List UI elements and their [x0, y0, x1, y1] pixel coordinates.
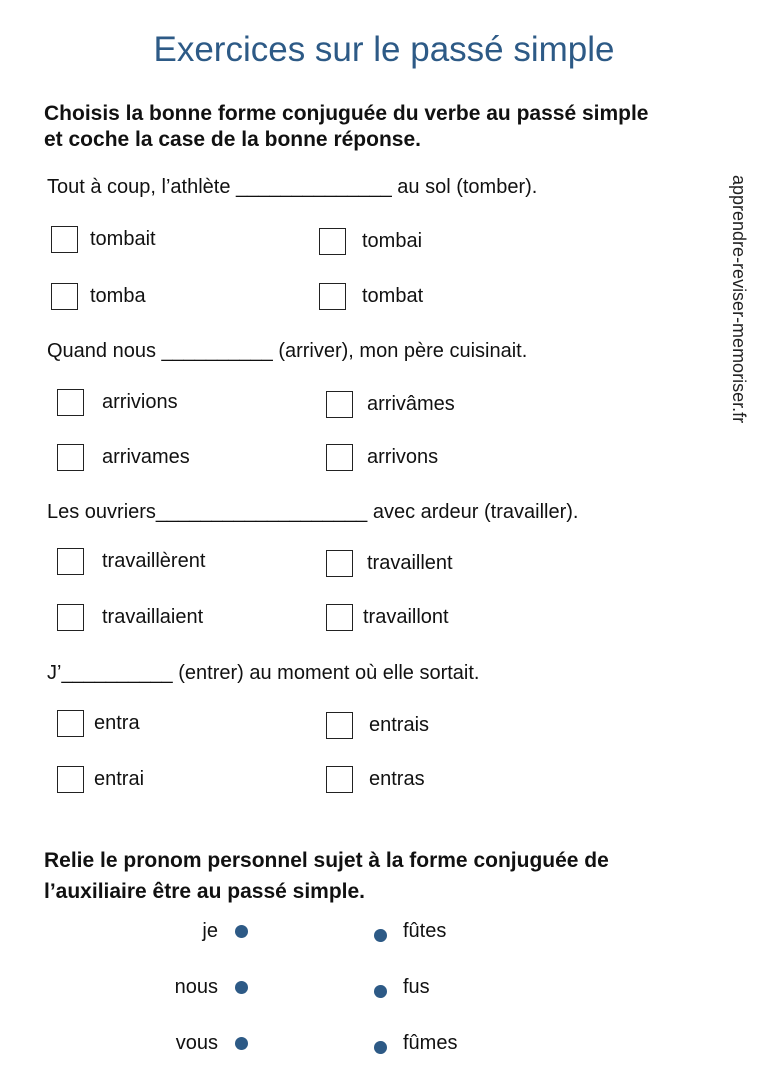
question-2-text: Quand nous __________ (arriver), mon père cuisinait.: [47, 340, 528, 362]
form-fus-dot[interactable]: [374, 985, 387, 998]
instruction-1-line-2: et coche la case de la bonne réponse.: [44, 128, 421, 151]
checkbox[interactable]: [319, 228, 346, 255]
instruction-2-line-1: Relie le pronom personnel sujet à la forme conjuguée de: [44, 849, 609, 872]
pronoun-nous: nous: [174, 976, 218, 998]
checkbox[interactable]: [57, 604, 84, 631]
q2-option-3[interactable]: [57, 444, 190, 471]
question-1-text: Tout à coup, l’athlète ______________ au sol (tomber).: [47, 176, 538, 198]
option-label: tombat: [362, 285, 424, 307]
checkbox[interactable]: [326, 444, 353, 471]
question-4-text: J’__________ (entrer) au moment où elle sortait.: [47, 662, 480, 684]
form-fus: fus: [403, 976, 430, 998]
q2-option-2[interactable]: [326, 391, 455, 418]
checkbox[interactable]: [57, 389, 84, 416]
option-label: arrivames: [102, 446, 190, 468]
checkbox[interactable]: [51, 283, 78, 310]
option-label: travaillèrent: [102, 550, 206, 572]
pronoun-vous: vous: [175, 1032, 218, 1054]
page-title: Exercices sur le passé simple: [153, 30, 615, 69]
option-label: entra: [94, 712, 140, 734]
form-futes: fûtes: [403, 920, 447, 942]
option-label: tombai: [362, 230, 423, 252]
checkbox[interactable]: [326, 604, 353, 631]
q1-option-2[interactable]: [319, 228, 422, 255]
pronoun-nous-dot[interactable]: [235, 981, 248, 994]
checkbox[interactable]: [326, 766, 353, 793]
q1-option-4[interactable]: [319, 283, 423, 310]
option-label: travaillont: [363, 606, 449, 628]
instruction-2: [44, 845, 724, 907]
checkbox[interactable]: [326, 391, 353, 418]
question-3-text: Les ouvriers___________________ avec ardeur (travailler).: [47, 501, 579, 523]
option-label: travaillent: [367, 552, 453, 574]
option-label: tomba: [90, 285, 146, 307]
q4-option-1[interactable]: [57, 710, 140, 737]
q4-option-4[interactable]: [326, 766, 425, 793]
instruction-1: [44, 101, 724, 153]
q4-option-2[interactable]: [326, 712, 429, 739]
option-label: tombait: [90, 228, 156, 250]
checkbox[interactable]: [57, 548, 84, 575]
checkbox[interactable]: [57, 710, 84, 737]
q2-option-4[interactable]: [326, 444, 438, 471]
pronoun-je-dot[interactable]: [235, 925, 248, 938]
option-label: entrai: [94, 768, 145, 790]
q3-option-4[interactable]: [326, 604, 449, 631]
checkbox[interactable]: [57, 766, 84, 793]
website-watermark: apprendre-reviser-memoriser.fr: [729, 175, 749, 424]
checkbox[interactable]: [326, 550, 353, 577]
form-fumes: fûmes: [403, 1032, 458, 1054]
option-label: travaillaient: [102, 606, 204, 628]
q1-option-1[interactable]: [51, 226, 156, 253]
q2-option-1[interactable]: [57, 389, 178, 416]
instruction-1-line-1: Choisis la bonne forme conjuguée du verbe au passé simple: [44, 102, 649, 125]
instruction-2-line-2: l’auxiliaire être au passé simple.: [44, 880, 365, 903]
q3-option-2[interactable]: [326, 550, 453, 577]
q1-option-3[interactable]: [51, 283, 146, 310]
pronoun-vous-dot[interactable]: [235, 1037, 248, 1050]
checkbox[interactable]: [326, 712, 353, 739]
option-label: entras: [369, 768, 425, 790]
form-futes-dot[interactable]: [374, 929, 387, 942]
option-label: arrivons: [367, 446, 439, 468]
pronoun-je: je: [202, 920, 218, 942]
option-label: arrivâmes: [367, 393, 455, 415]
q3-option-3[interactable]: [57, 604, 203, 631]
checkbox[interactable]: [57, 444, 84, 471]
q4-option-3[interactable]: [57, 766, 144, 793]
q3-option-1[interactable]: [57, 548, 205, 575]
checkbox[interactable]: [51, 226, 78, 253]
form-fumes-dot[interactable]: [374, 1041, 387, 1054]
option-label: entrais: [369, 714, 430, 736]
option-label: arrivions: [102, 391, 178, 413]
checkbox[interactable]: [319, 283, 346, 310]
